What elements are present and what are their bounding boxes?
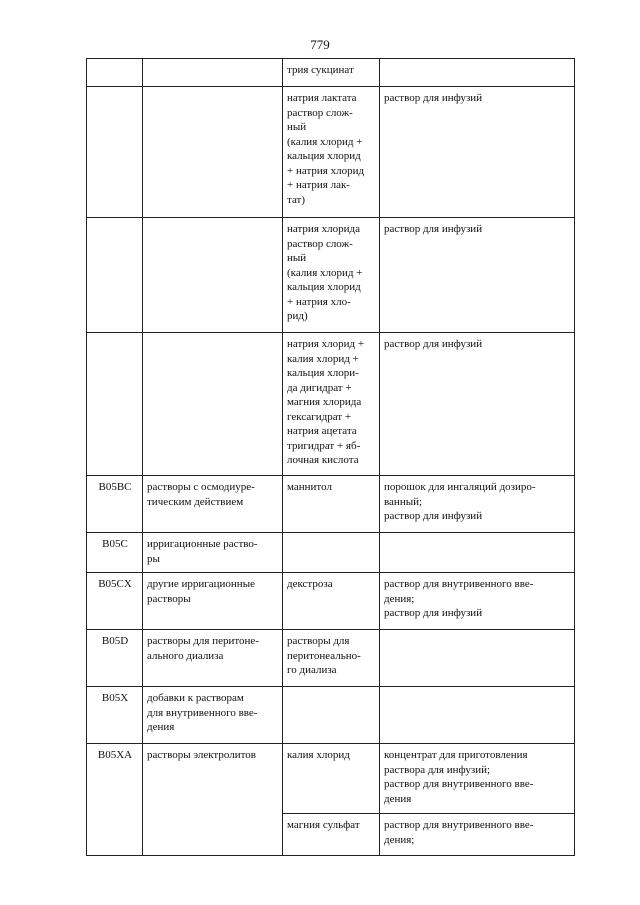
drug-name-cell bbox=[283, 687, 380, 744]
atc-code-cell: B05D bbox=[87, 630, 143, 687]
drug-name-cell: растворы для перитонеально- го диализа bbox=[283, 630, 380, 687]
dosage-form-cell: раствор для инфузий bbox=[380, 87, 575, 218]
dosage-form-cell bbox=[380, 533, 575, 573]
drug-name-cell: магния сульфат bbox=[283, 814, 380, 856]
atc-code-cell: B05CX bbox=[87, 573, 143, 630]
table-row bbox=[87, 218, 575, 333]
drug-name-cell: натрия хлорида раствор слож- ный (калия хлорид + кальция хлорид + натрия хло- рид) bbox=[283, 218, 380, 333]
table-row bbox=[87, 744, 575, 814]
drug-name-cell: калия хлорид bbox=[283, 744, 380, 814]
group-cell: растворы для перитоне- ального диализа bbox=[143, 630, 283, 687]
atc-code-cell bbox=[87, 218, 143, 333]
dosage-form-cell bbox=[380, 630, 575, 687]
table-row bbox=[87, 533, 575, 573]
atc-code-cell bbox=[87, 333, 143, 476]
atc-code-cell bbox=[87, 59, 143, 87]
table-row bbox=[87, 573, 575, 630]
atc-code-cell: B05BC bbox=[87, 476, 143, 533]
atc-code-cell: B05XA bbox=[87, 744, 143, 856]
group-cell: добавки к растворам для внутривенного вве- дения bbox=[143, 687, 283, 744]
atc-code-cell: B05C bbox=[87, 533, 143, 573]
table-row bbox=[87, 59, 575, 87]
drug-name-cell: натрия хлорид + калия хлорид + кальция хлори- да дигидрат + магния хлорида гексагидрат + натрия ацетата тригидрат + яб- лочная кислота bbox=[283, 333, 380, 476]
drug-name-cell bbox=[283, 533, 380, 573]
dosage-form-cell: концентрат для приготовления раствора для инфузий; раствор для внутривенного вве- дения bbox=[380, 744, 575, 814]
dosage-form-cell: порошок для ингаляций дозиро- ванный; раствор для инфузий bbox=[380, 476, 575, 533]
group-cell: растворы электролитов bbox=[143, 744, 283, 856]
drug-table bbox=[86, 58, 575, 856]
atc-code-cell bbox=[87, 87, 143, 218]
drug-name-cell: декстроза bbox=[283, 573, 380, 630]
drug-name-cell: маннитол bbox=[283, 476, 380, 533]
table-row bbox=[87, 476, 575, 533]
table-row bbox=[87, 87, 575, 218]
group-cell: растворы с осмодиуре- тическим действием bbox=[143, 476, 283, 533]
table-row bbox=[87, 333, 575, 476]
page-number: 779 bbox=[310, 37, 330, 52]
dosage-form-cell bbox=[380, 59, 575, 87]
group-cell: другие ирригационные растворы bbox=[143, 573, 283, 630]
dosage-form-cell: раствор для инфузий bbox=[380, 333, 575, 476]
dosage-form-cell: раствор для инфузий bbox=[380, 218, 575, 333]
drug-name-cell: трия сукцинат bbox=[283, 59, 380, 87]
dosage-form-cell: раствор для внутривенного вве- дения; bbox=[380, 814, 575, 856]
dosage-form-cell: раствор для внутривенного вве- дения; раствор для инфузий bbox=[380, 573, 575, 630]
group-cell bbox=[143, 59, 283, 87]
dosage-form-cell bbox=[380, 687, 575, 744]
table-row bbox=[87, 630, 575, 687]
atc-code-cell: B05X bbox=[87, 687, 143, 744]
group-cell bbox=[143, 218, 283, 333]
drug-name-cell: натрия лактата раствор слож- ный (калия хлорид + кальция хлорид + натрия хлорид + натрия лак- тат) bbox=[283, 87, 380, 218]
table-row bbox=[87, 687, 575, 744]
group-cell bbox=[143, 87, 283, 218]
group-cell bbox=[143, 333, 283, 476]
group-cell: ирригационные раство- ры bbox=[143, 533, 283, 573]
